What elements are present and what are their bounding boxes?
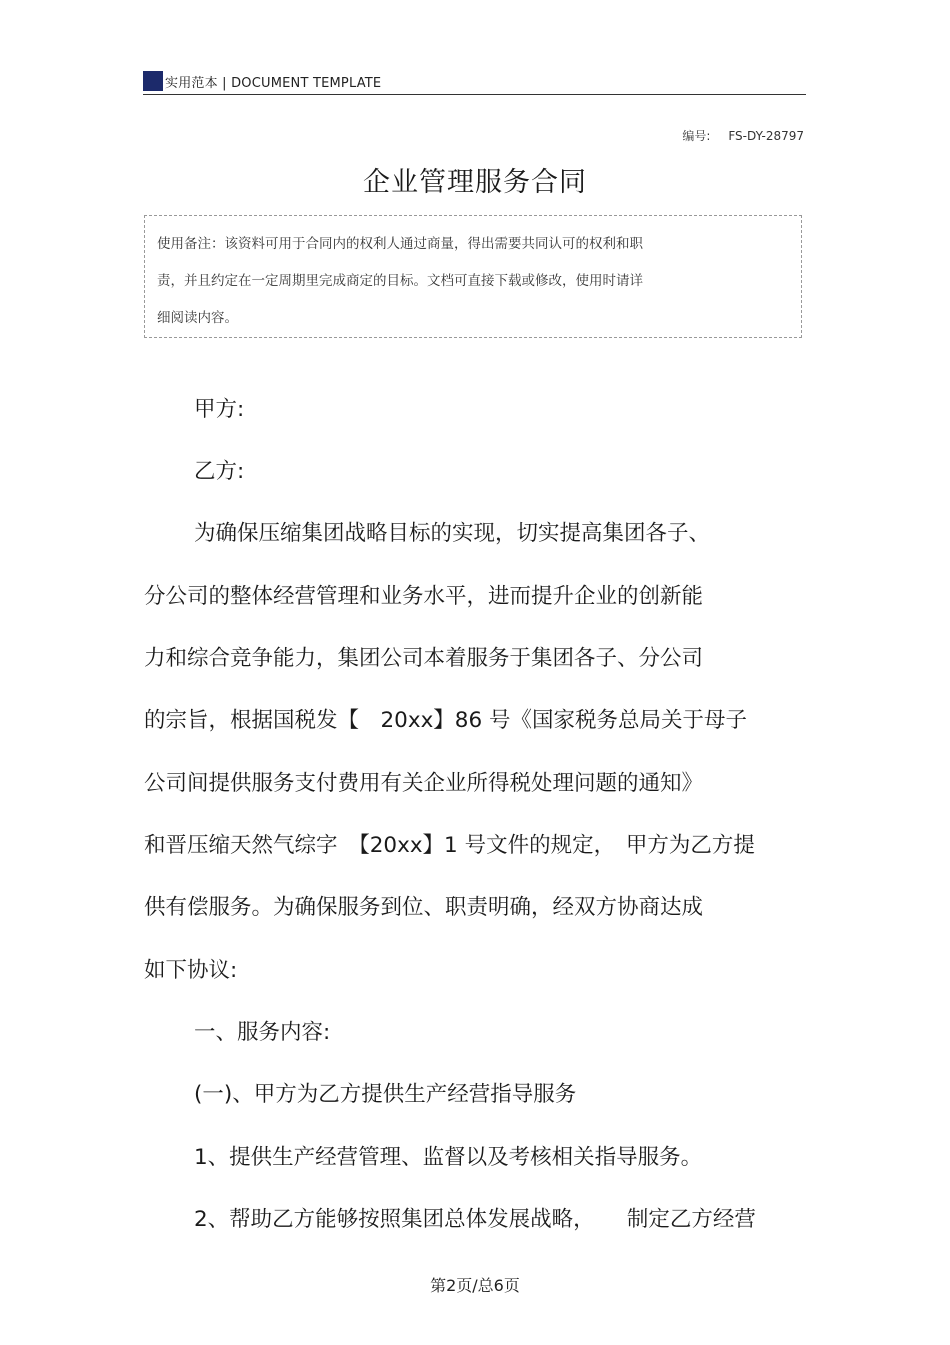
usage-note-line: 使用备注：该资料可用于合同内的权利人通过商量，得出需要共同认可的权利和职 <box>157 236 643 252</box>
header-subtitle: DOCUMENT TEMPLATE <box>231 76 382 91</box>
body-paragraph-line: 的宗旨，根据国税发【 20xx】86 号《国家税务总局关于母子 <box>144 708 747 733</box>
list-item: 2、帮助乙方能够按照集团总体发展战略， 制定乙方经营 <box>194 1207 756 1232</box>
document-number <box>682 127 804 144</box>
usage-note-box <box>144 215 802 338</box>
logo-block-icon <box>143 71 163 91</box>
header-label: 实用范本 <box>165 76 218 91</box>
page-header <box>143 68 806 95</box>
header-text <box>165 72 381 91</box>
body-paragraph-line: 分公司的整体经营管理和业务水平，进而提升企业的创新能 <box>144 584 704 609</box>
page-footer: 第2页/总6页 <box>430 1276 520 1295</box>
document-number-label: 编号: <box>682 129 711 143</box>
body-paragraph-line: 为确保压缩集团战略目标的实现，切实提高集团各子、 <box>194 521 711 546</box>
body-paragraph-line: 公司间提供服务支付费用有关企业所得税处理问题的通知》 <box>144 771 704 796</box>
body-paragraph-line: 和晋压缩天然气综字 【20xx】1 号文件的规定， 甲方为乙方提 <box>144 833 755 858</box>
document-title: 企业管理服务合同 <box>363 167 587 198</box>
body-paragraph-line: 如下协议: <box>144 958 238 983</box>
body-paragraph-line: 供有偿服务。为确保服务到位、职责明确，经双方协商达成 <box>144 895 704 920</box>
section-heading: 一、服务内容: <box>194 1020 331 1045</box>
header-separator: | <box>222 76 227 91</box>
usage-note-line: 责，并且约定在一定周期里完成商定的目标。文档可直接下载或修改，使用时请详 <box>157 273 643 289</box>
usage-note-line: 细阅读内容。 <box>157 310 238 326</box>
party-a-label: 甲方: <box>194 397 245 422</box>
subsection-heading: (一)、甲方为乙方提供生产经营指导服务 <box>194 1082 577 1107</box>
list-item: 1、提供生产经营管理、监督以及考核相关指导服务。 <box>194 1145 703 1170</box>
body-paragraph-line: 力和综合竞争能力，集团公司本着服务于集团各子、分公司 <box>144 646 704 671</box>
document-number-value: FS-DY-28797 <box>728 129 804 143</box>
party-b-label: 乙方: <box>194 459 245 484</box>
